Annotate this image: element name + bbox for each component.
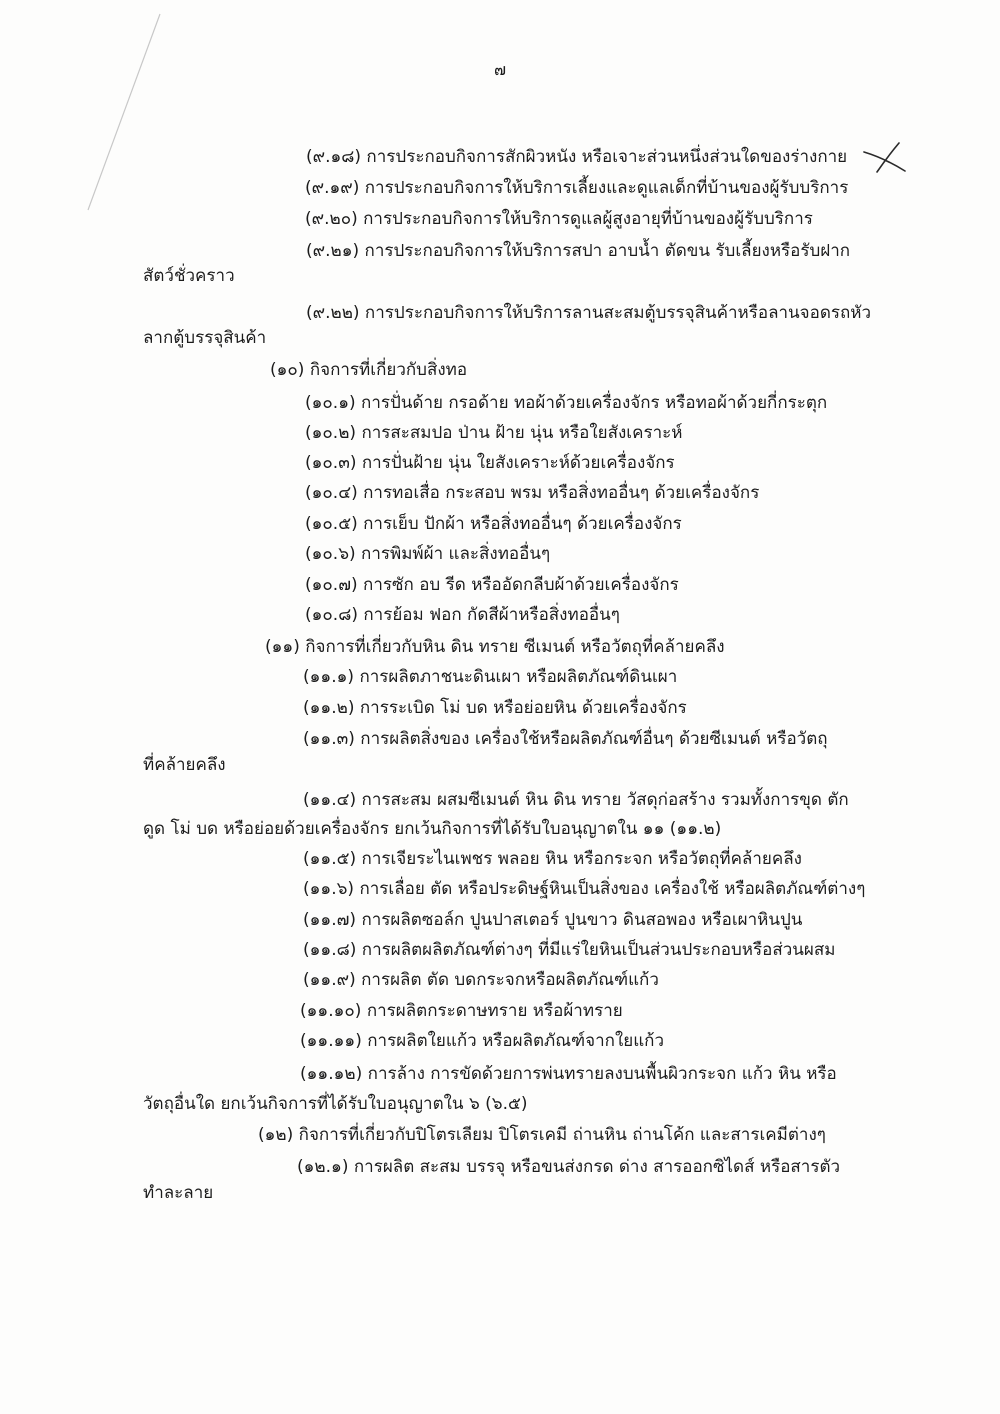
clause-11-3: (๑๑.๓) การผลิตสิ่งของ เครื่องใช้หรือผลิตภัณฑ์อื่นๆ ด้วยซีเมนต์ หรือวัตถุ — [303, 729, 828, 749]
clause-9-21: (๙.๒๑) การประกอบกิจการให้บริการสปา อาบน้ำ ตัดขน รับเลี้ยงหรือรับฝาก — [306, 241, 851, 261]
clause-11-7: (๑๑.๗) การผลิตซอล์ก ปูนปาสเตอร์ ปูนขาว ดินสอพอง หรือเผาหินปูน — [303, 910, 803, 930]
clause-11-11: (๑๑.๑๑) การผลิตใยแก้ว หรือผลิตภัณฑ์จากใยแก้ว — [300, 1031, 664, 1051]
clause-9-22-continuation: ลากตู้บรรจุสินค้า — [143, 328, 267, 348]
page-number: ๗ — [493, 60, 507, 79]
clause-11-2: (๑๑.๒) การระเบิด โม่ บด หรือย่อยหิน ด้วยเครื่องจักร — [303, 698, 687, 718]
clause-11-3-continuation: ที่คล้ายคลึง — [143, 755, 226, 775]
clause-10-3: (๑๐.๓) การปั่นฝ้าย นุ่น ใยสังเคราะห์ด้วยเครื่องจักร — [305, 453, 675, 473]
handwritten-x-mark — [864, 143, 905, 172]
clause-11-1: (๑๑.๑) การผลิตภาชนะดินเผา หรือผลิตภัณฑ์ดินเผา — [303, 667, 678, 687]
clause-9-20: (๙.๒๐) การประกอบกิจการให้บริการดูแลผู้สูงอายุที่บ้านของผู้รับบริการ — [305, 209, 813, 229]
clause-11-8: (๑๑.๘) การผลิตผลิตภัณฑ์ต่างๆ ที่มีแร่ใยหินเป็นส่วนประกอบหรือส่วนผสม — [303, 940, 836, 960]
section-11-heading: (๑๑) กิจการที่เกี่ยวกับหิน ดิน ทราย ซีเมนต์ หรือวัตถุที่คล้ายคลึง — [265, 637, 725, 657]
clause-10-2: (๑๐.๒) การสะสมปอ ป่าน ฝ้าย นุ่น หรือใยสังเคราะห์ — [305, 423, 683, 443]
clause-10-5: (๑๐.๕) การเย็บ ปักผ้า หรือสิ่งทออื่นๆ ด้วยเครื่องจักร — [305, 514, 682, 534]
clause-11-12-continuation: วัตถุอื่นใด ยกเว้นกิจการที่ได้รับใบอนุญาตใน ๖ (๖.๕) — [143, 1094, 528, 1114]
clause-11-10: (๑๑.๑๐) การผลิตกระดาษทราย หรือผ้าทราย — [300, 1001, 623, 1021]
section-10-heading: (๑๐) กิจการที่เกี่ยวกับสิ่งทอ — [270, 360, 468, 380]
clause-9-21-continuation: สัตว์ชั่วคราว — [143, 266, 235, 286]
scan-streak-line — [88, 14, 160, 210]
clause-11-5: (๑๑.๕) การเจียระไนเพชร พลอย หิน หรือกระจก หรือวัตถุที่คล้ายคลึง — [303, 849, 802, 869]
clause-12-1: (๑๒.๑) การผลิต สะสม บรรจุ หรือขนส่งกรด ด่าง สารออกซิไดส์ หรือสารตัว — [297, 1157, 841, 1177]
clause-11-9: (๑๑.๙) การผลิต ตัด บดกระจกหรือผลิตภัณฑ์แก้ว — [303, 970, 659, 990]
clause-12-1-continuation: ทำละลาย — [143, 1183, 214, 1203]
clause-10-8: (๑๐.๘) การย้อม ฟอก กัดสีผ้าหรือสิ่งทออื่นๆ — [305, 605, 620, 625]
clause-9-18: (๙.๑๘) การประกอบกิจการสักผิวหนัง หรือเจาะส่วนหนึ่งส่วนใดของร่างกาย — [306, 147, 848, 167]
clause-11-4: (๑๑.๔) การสะสม ผสมซีเมนต์ หิน ดิน ทราย วัสดุก่อสร้าง รวมทั้งการขุด ตัก — [303, 790, 849, 810]
clause-10-7: (๑๐.๗) การซัก อบ รีด หรืออัดกลีบผ้าด้วยเครื่องจักร — [305, 575, 679, 595]
clause-9-22: (๙.๒๒) การประกอบกิจการให้บริการลานสะสมตู้บรรจุสินค้าหรือลานจอดรถหัว — [306, 303, 872, 323]
clause-9-19: (๙.๑๙) การประกอบกิจการให้บริการเลี้ยงและดูแลเด็กที่บ้านของผู้รับบริการ — [305, 178, 849, 198]
clause-11-6: (๑๑.๖) การเลื่อย ตัด หรือประดิษฐ์หินเป็นสิ่งของ เครื่องใช้ หรือผลิตภัณฑ์ต่างๆ — [303, 879, 866, 899]
clause-11-4-continuation: ดูด โม่ บด หรือย่อยด้วยเครื่องจักร ยกเว้นกิจการที่ได้รับใบอนุญาตใน ๑๑ (๑๑.๒) — [143, 819, 722, 839]
section-12-heading: (๑๒) กิจการที่เกี่ยวกับปิโตรเลียม ปิโตรเคมี ถ่านหิน ถ่านโค้ก และสารเคมีต่างๆ — [258, 1125, 826, 1145]
clause-10-6: (๑๐.๖) การพิมพ์ผ้า และสิ่งทออื่นๆ — [305, 544, 551, 564]
clause-11-12: (๑๑.๑๒) การล้าง การขัดด้วยการพ่นทรายลงบนพื้นผิวกระจก แก้ว หิน หรือ — [300, 1064, 837, 1084]
clause-10-4: (๑๐.๔) การทอเสื่อ กระสอบ พรม หรือสิ่งทออื่นๆ ด้วยเครื่องจักร — [305, 483, 760, 503]
clause-10-1: (๑๐.๑) การปั่นด้าย กรอด้าย ทอผ้าด้วยเครื่องจักร หรือทอผ้าด้วยกี่กระตุก — [305, 393, 828, 413]
